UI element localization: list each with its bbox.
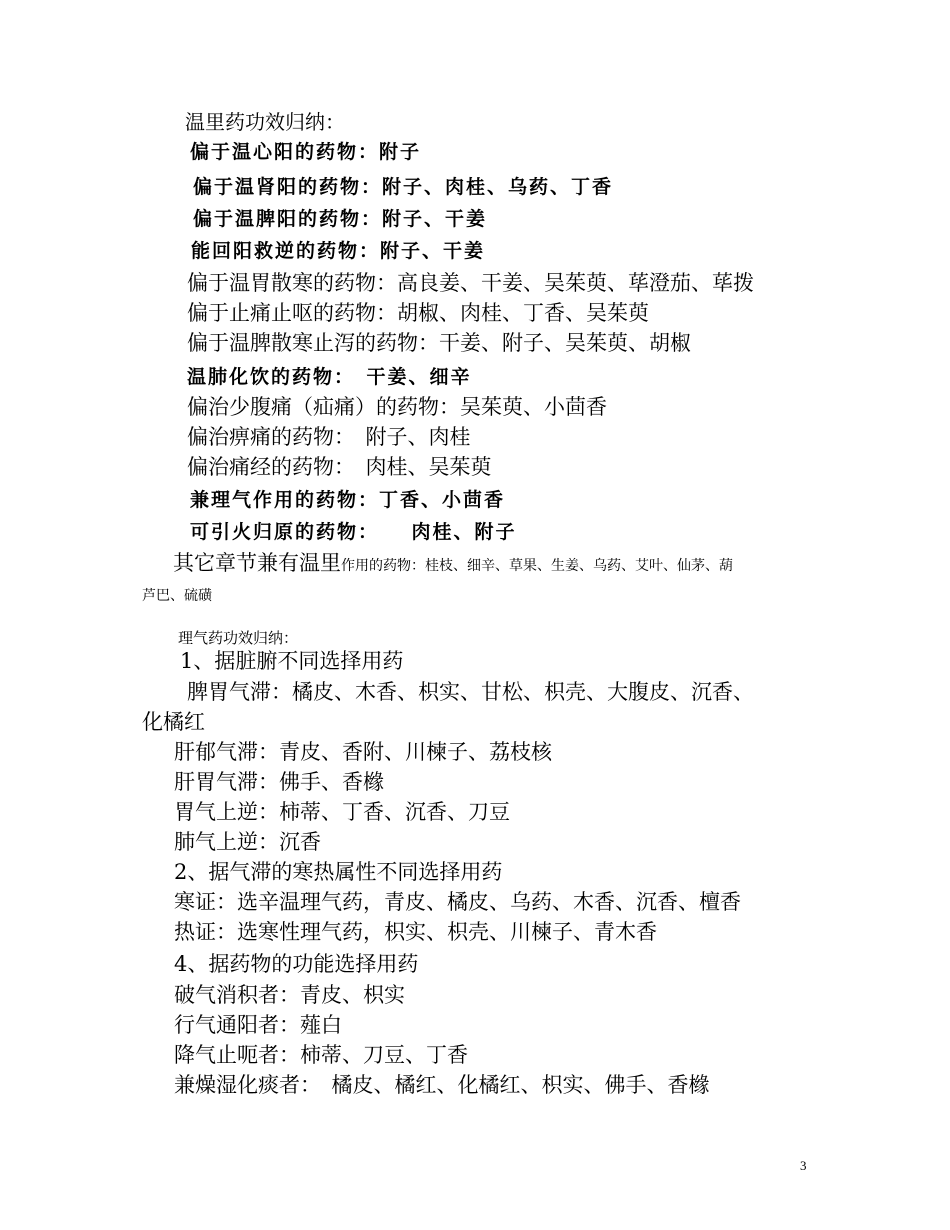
warm-title: 温里药功效归纳：	[185, 110, 345, 134]
warm-item-kidney: 偏于温肾阳的药物：附子、肉桂、乌药、丁香	[193, 176, 614, 198]
warm-other-small: 作用的药物：桂枝、细辛、草果、生姜、乌药、艾叶、仙茅、葫	[341, 558, 733, 574]
qi-func-yang: 行气通阳者：薤白	[174, 1013, 342, 1037]
qi-sec4: 4、据药物的功能选择用药	[174, 952, 419, 976]
qi-func-hiccup: 降气止呃者：柿蒂、刀豆、丁香	[174, 1043, 468, 1067]
warm-item-diarrhea: 偏于温脾散寒止泻的药物：干姜、附子、吴茱萸、胡椒	[187, 331, 691, 355]
warm-other-cont: 芦巴、硫磺	[142, 588, 212, 604]
warm-item-fire: 可引火归原的药物： 肉桂、附子	[190, 521, 517, 543]
qi-spleen: 脾胃气滞：橘皮、木香、枳实、甘松、枳壳、大腹皮、沉香、	[187, 680, 754, 704]
qi-stomach: 胃气上逆：柿蒂、丁香、沉香、刀豆	[174, 800, 510, 824]
qi-spleen-cont: 化橘红	[142, 710, 205, 734]
warm-item-qi: 兼理气作用的药物：丁香、小茴香	[190, 489, 506, 511]
warm-item-rescue: 能回阳救逆的药物：附子、干姜	[191, 240, 486, 262]
qi-sec2: 2、据气滞的寒热属性不同选择用药	[174, 860, 503, 884]
warm-item-heart: 偏于温心阳的药物：附子	[190, 141, 422, 163]
qi-sec1: 1、据脏腑不同选择用药	[180, 649, 404, 673]
qi-liver: 肝郁气滞：青皮、香附、川楝子、荔枝核	[174, 740, 552, 764]
qi-title: 理气药功效归纳：	[178, 629, 299, 647]
page-number: 3	[800, 1158, 807, 1173]
warm-item-stomach: 偏于温胃散寒的药物：高良姜、干姜、吴茱萸、荜澄茄、荜拨	[187, 271, 754, 295]
qi-liver-stomach: 肝胃气滞：佛手、香橼	[174, 770, 384, 794]
qi-func-phlegm: 兼燥湿化痰者： 橘皮、橘红、化橘红、枳实、佛手、香橼	[174, 1073, 710, 1097]
warm-item-spleen: 偏于温脾阳的药物：附子、干姜	[193, 208, 488, 230]
qi-lung: 肺气上逆：沉香	[174, 830, 321, 854]
warm-item-bi: 偏治痹痛的药物： 附子、肉桂	[187, 425, 471, 449]
warm-item-lung: 温肺化饮的药物： 干姜、细辛	[187, 366, 472, 388]
warm-other-large: 其它章节兼有温里	[173, 551, 341, 575]
warm-item-abdomen: 偏治少腹痛（疝痛）的药物：吴茱萸、小茴香	[187, 395, 607, 419]
warm-other-line	[173, 549, 733, 580]
qi-cold: 寒证：选辛温理气药，青皮、橘皮、乌药、木香、沉香、檀香	[174, 890, 741, 914]
warm-item-pain: 偏于止痛止呕的药物：胡椒、肉桂、丁香、吴茱萸	[187, 301, 649, 325]
qi-func-break: 破气消积者：青皮、枳实	[174, 983, 405, 1007]
warm-item-dysmenorrhea: 偏治痛经的药物： 肉桂、吴茱萸	[187, 455, 492, 479]
qi-heat: 热证：选寒性理气药，枳实、枳壳、川楝子、青木香	[174, 920, 657, 944]
